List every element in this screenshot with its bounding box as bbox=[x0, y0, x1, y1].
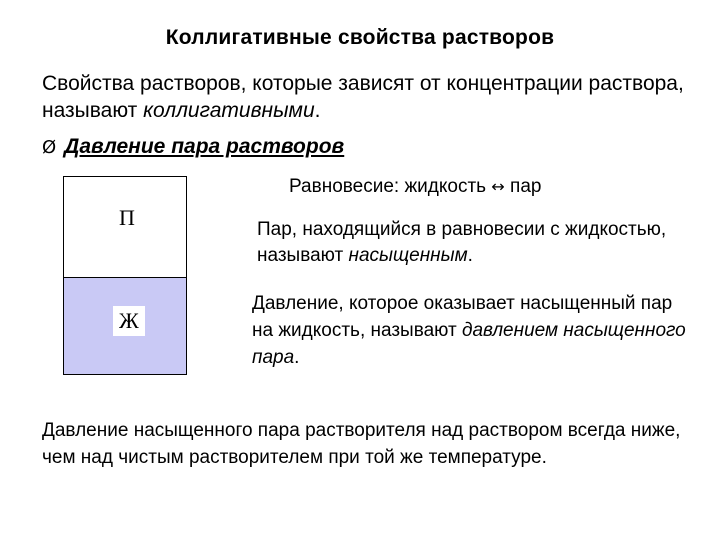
vapor-region bbox=[64, 177, 186, 277]
saturated-end: . bbox=[467, 245, 473, 266]
slide-title: Коллигативные свойства растворов bbox=[165, 26, 555, 49]
liquid-region bbox=[64, 277, 186, 374]
pressure-text: Давление, которое оказывает насыщенный пар на жидкость, называют bbox=[252, 293, 673, 341]
liquid-label: Ж bbox=[113, 306, 145, 336]
equilibrium-suffix: пар bbox=[510, 176, 542, 197]
intro-end: . bbox=[314, 99, 321, 122]
intro-text: Свойства растворов, которые зависят от концентрации раствора, называют bbox=[42, 72, 684, 122]
bullet-heading-text: Давление пара растворов bbox=[64, 135, 345, 158]
intro-emphasis: коллигативными bbox=[143, 99, 315, 122]
vapor-pressure-definition bbox=[252, 290, 692, 371]
saturated-emphasis: насыщенным bbox=[348, 245, 468, 266]
intro-paragraph bbox=[42, 70, 702, 124]
pressure-end: . bbox=[294, 347, 300, 368]
vessel-diagram bbox=[63, 176, 187, 375]
vapor-label: П bbox=[119, 205, 135, 230]
double-arrow-icon: ↔ bbox=[491, 177, 505, 196]
equilibrium-line bbox=[289, 175, 541, 199]
bullet-heading bbox=[42, 133, 344, 161]
equilibrium-prefix: Равновесие: жидкость bbox=[289, 176, 487, 197]
saturated-text: Пар, находящийся в равновесии с жидкостью, называют bbox=[257, 219, 667, 266]
arrow-bullet-icon: Ø bbox=[42, 137, 57, 158]
conclusion-paragraph: Давление насыщенного пара растворителя над раствором всегда ниже, чем над чистым растворителем при той же температуре. bbox=[42, 420, 681, 468]
saturated-vapor-definition bbox=[257, 217, 697, 269]
pressure-emphasis: давлением насыщенного пара bbox=[252, 320, 686, 368]
